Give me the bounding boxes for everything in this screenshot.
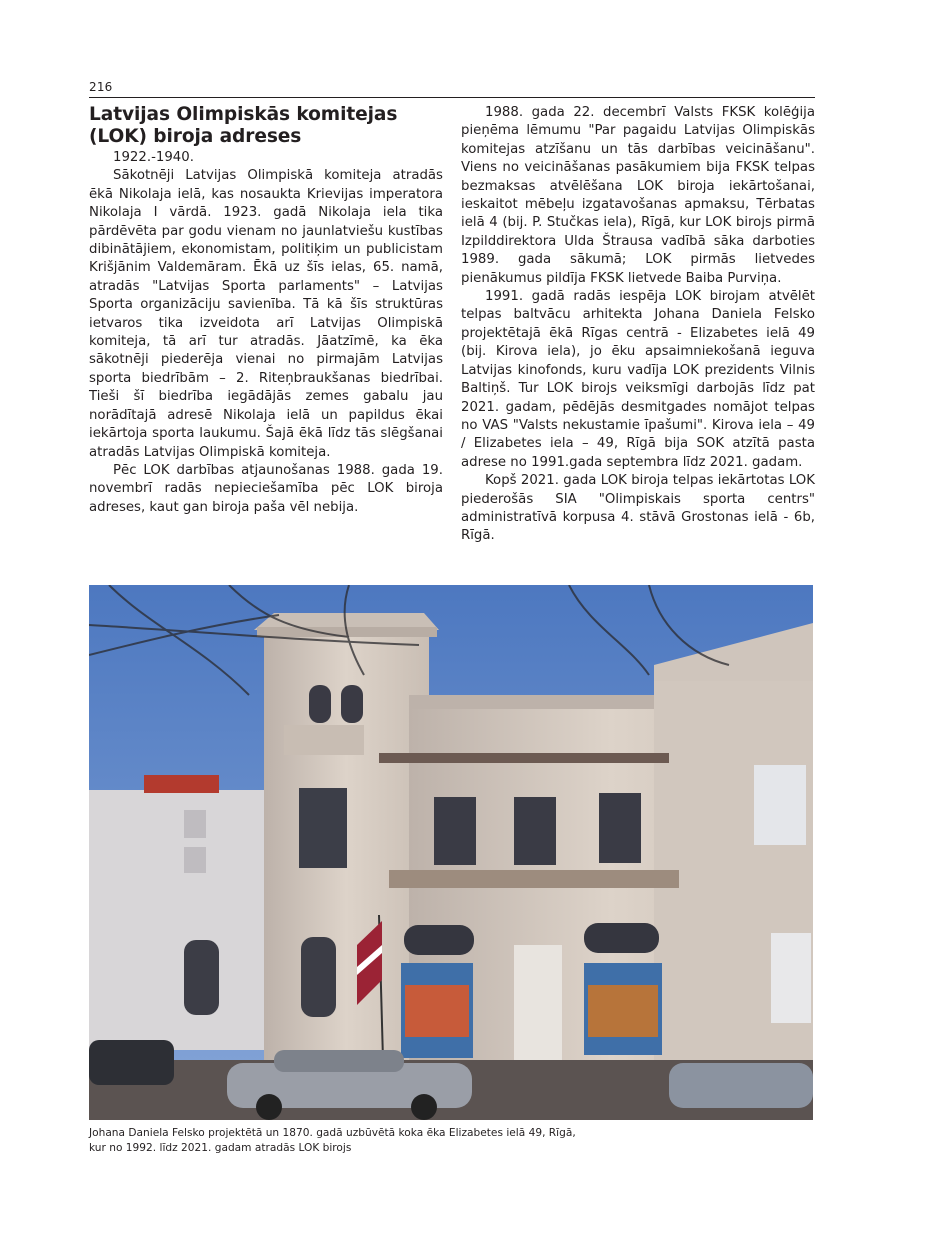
page-number: 216 (89, 80, 113, 94)
paragraph-grostonas-street: Kopš 2021. gada LOK biroja telpas iekārtotas LOK piederošās SIA "Olimpiskais sporta centrs" administratīvā korpusa 4. stāvā Grostonas ielā - 6b, Rīgā. (461, 473, 815, 544)
paragraph-fksk-decision: 1988. gada 22. decembrī Valsts FKSK kolēģija pieņēma lēmumu "Par pagaidu Latvijas Olimpiskās komitejas atzīšanu un tās darbības veicināšanu". Viens no veicināšanas pasākumiem bija FKSK telpas bezmaksas atvēlēšana LOK biroja iekārtošanai, ieskaitot mēbeļu izgatavošanas apmaksu, Tērbatas ielā 4 (bij. P. Stučkas iela), Rīgā, kur LOK birojs pirmā Izpilddirektora Ulda Štrausa vadībā sāka darboties 1989. gada sākumā; LOK pirmās lietvedes pienākumus pildīja FKSK lietvede Baiba Purviņa. (461, 105, 815, 286)
left-column (89, 104, 443, 517)
balcony-roof (379, 753, 669, 763)
neighbour-building (89, 790, 264, 1050)
figure-caption (89, 1126, 649, 1156)
caption-line-2: kur no 1992. līdz 2021. gadam atradās LOK birojs (89, 1142, 352, 1154)
header-rule (89, 97, 815, 98)
caption-line-1: Johana Daniela Felsko projektētā un 1870. gadā uzbūvētā koka ēka Elizabetes ielā 49, Rīgā, (89, 1127, 576, 1139)
entrance-door (514, 945, 562, 1060)
car-left (89, 1040, 174, 1085)
car-right (669, 1063, 813, 1108)
building-photo (89, 585, 813, 1120)
neighbour-roof (144, 775, 219, 793)
paragraph-nikolaja-street: Sākotnēji Latvijas Olimpiskā komiteja atradās ēkā Nikolaja ielā, kas nosaukta Krievijas imperatora Nikolaja I vārdā. 1923. gadā Nikolaja iela tika pārdēvēta par godu vienam no jaunlatviešu kustības dibinātājiem, ekonomistam, politiķim un publicistam Krišjānim Valdemāram. Ēkā uz šīs ielas, 65. namā, atradās "Latvijas Sporta parlaments" – Latvijas Sporta organizāciju savienība. Tā kā šīs struktūras ietvaros tika izveidota arī Latvijas Olimpiskā komiteja, tā arī tur atradās. Jāatzīmē, ka ēka sākotnēji piederēja vienai no pirmajām Latvijas sporta biedrībām – 2. Riteņbraukšanas biedrībai. Tieši šī biedrība iegādājās zemes gabalu jau norādītajā adresē Nikolaja ielā un papildus ēkai iekārtoja sporta laukumu. Šajā ēkā līdz tās slēgšanai atradās Latvijas Olimpiskā komiteja. (89, 168, 443, 460)
building-illustration (89, 585, 813, 1120)
paragraph-restoration-1988: Pēc LOK darbības atjaunošanas 1988. gada 19. novembrī radās nepieciešamība pēc LOK biroja adreses, kaut gan biroja paša vēl nebija. (89, 462, 443, 515)
right-column (461, 104, 815, 546)
paragraph-period: 1922.-1940. (113, 150, 194, 165)
paragraph-elizabetes-street: 1991. gadā radās iespēja LOK birojam atvēlēt telpas baltvācu arhitekta Johana Daniela Felsko projektētajā ēkā Rīgas centrā - Elizabetes ielā 49 (bij. Kirova iela), jo ēku apsaimniekošanā ieguva Latvijas kinofonds, kuru vadīja LOK prezidents Vilnis Baltiņš. Tur LOK birojs veiksmīgi darbojās līdz pat 2021. gadam, pēdējās desmitgades nomājot telpas no VAS "Valsts nekustamie īpašumi". Kirova iela – 49 / Elizabetes iela – 49, Rīgā bija SOK atzītā pasta adrese no 1991.gada septembra līdz 2021. gadam. (461, 289, 815, 470)
article-title: Latvijas Olimpiskās komitejas (LOK) biroja adreses (89, 104, 398, 147)
